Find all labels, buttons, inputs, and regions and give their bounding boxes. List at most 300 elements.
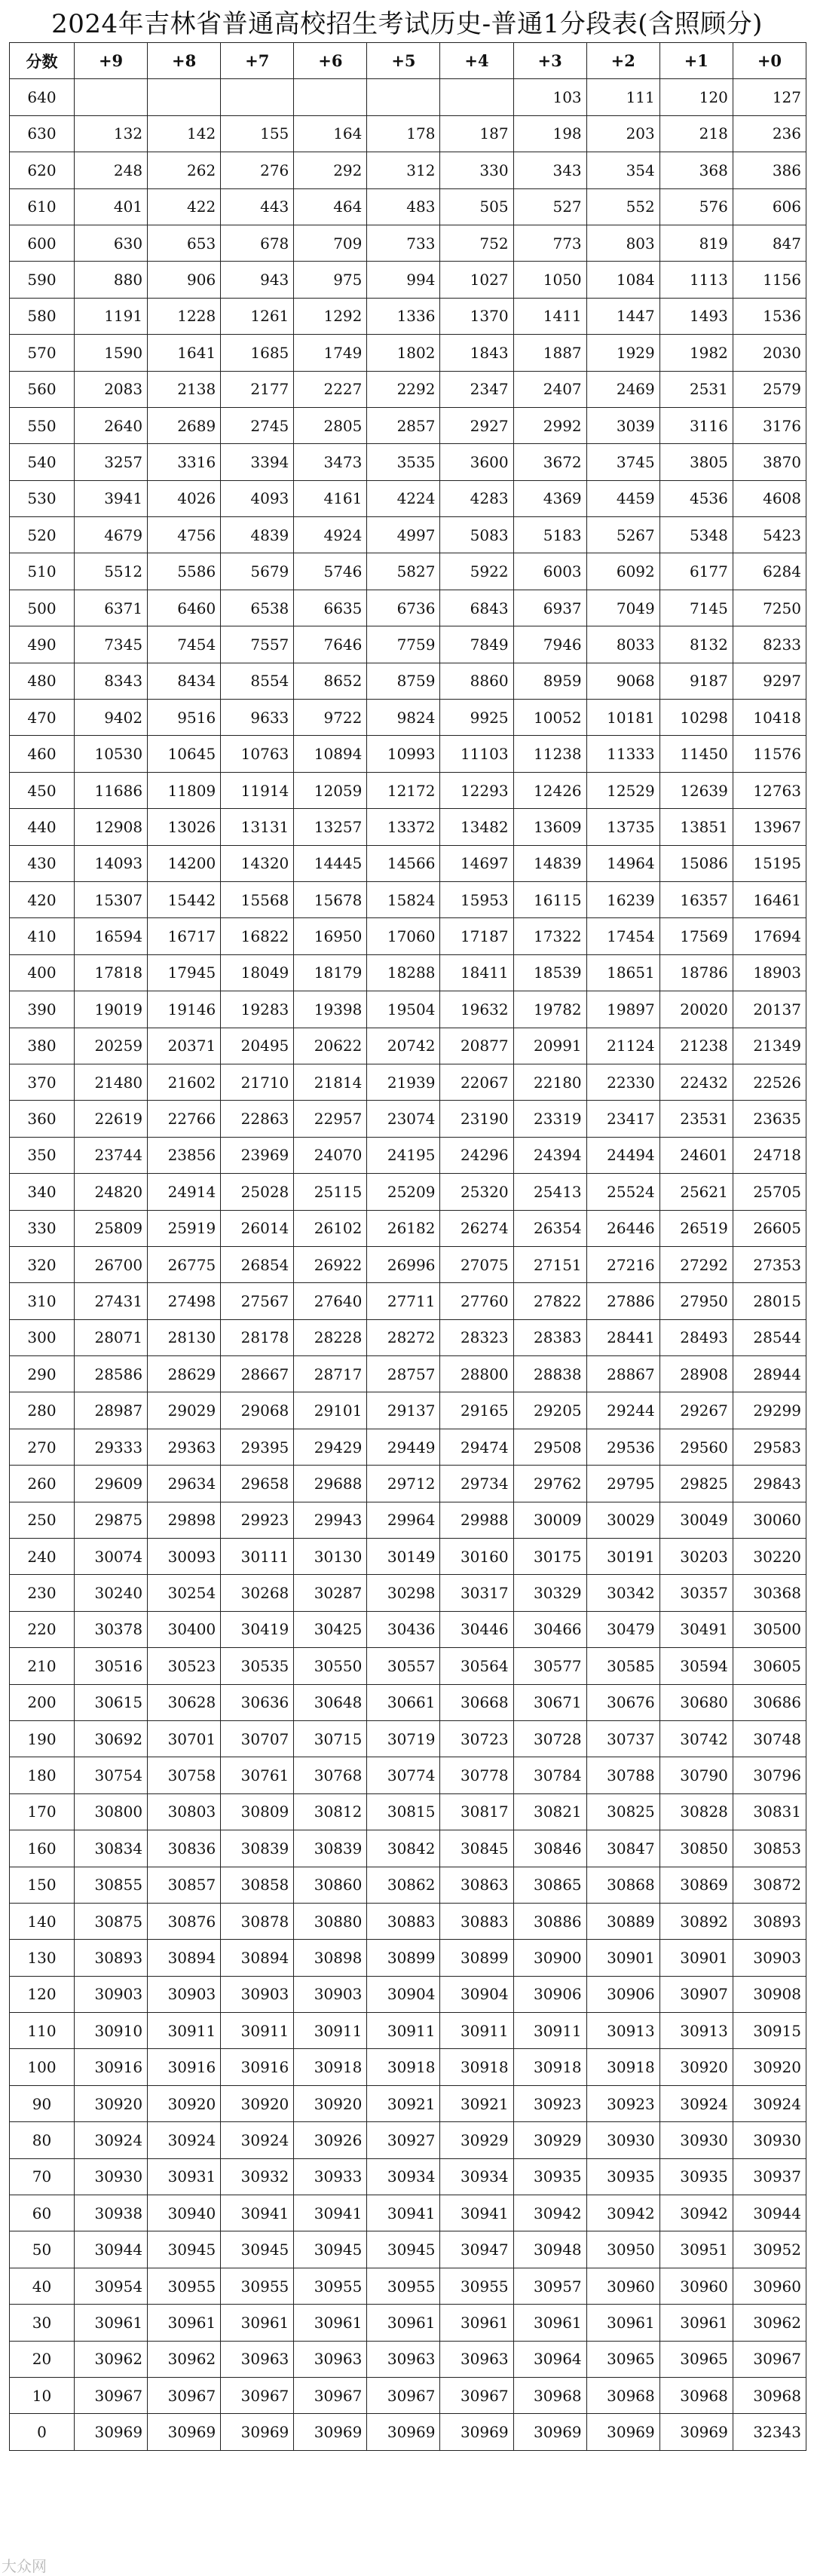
cumulative-count-cell: 30825	[586, 1793, 659, 1830]
cumulative-count-cell: 3870	[733, 444, 806, 480]
cumulative-count-cell: 2531	[659, 371, 733, 407]
cumulative-count-cell: 30883	[367, 1903, 440, 1939]
cumulative-count-cell: 30930	[733, 2122, 806, 2158]
score-cell: 450	[10, 772, 75, 808]
cumulative-count-cell: 29898	[148, 1502, 221, 1538]
cumulative-count-cell: 30957	[513, 2268, 586, 2304]
cumulative-count-cell: 11809	[148, 772, 221, 808]
cumulative-count-cell: 25209	[367, 1174, 440, 1210]
cumulative-count-cell: 24394	[513, 1137, 586, 1173]
cumulative-count-cell: 16239	[586, 881, 659, 917]
cumulative-count-cell: 28667	[221, 1356, 294, 1392]
cumulative-count-cell: 16594	[75, 918, 148, 954]
cumulative-count-cell: 3176	[733, 407, 806, 443]
cumulative-count-cell: 28071	[75, 1319, 148, 1355]
cumulative-count-cell: 30961	[586, 2305, 659, 2341]
cumulative-count-cell: 30796	[733, 1757, 806, 1793]
table-row	[10, 1940, 806, 1976]
cumulative-count-cell: 6736	[367, 590, 440, 626]
cumulative-count-cell: 20495	[221, 1028, 294, 1064]
cumulative-count-cell: 5512	[75, 553, 148, 590]
cumulative-count-cell: 880	[75, 262, 148, 298]
cumulative-count-cell: 30191	[586, 1539, 659, 1575]
cumulative-count-cell: 30961	[659, 2305, 733, 2341]
cumulative-count-cell: 30901	[659, 1940, 733, 1976]
cumulative-count-cell: 28867	[586, 1356, 659, 1392]
table-row	[10, 1575, 806, 1611]
cumulative-count-cell: 30671	[513, 1684, 586, 1720]
score-cell: 280	[10, 1392, 75, 1429]
cumulative-count-cell: 30940	[148, 2195, 221, 2231]
cumulative-count-cell: 30911	[367, 2013, 440, 2049]
cumulative-count-cell: 29165	[440, 1392, 513, 1429]
header-offset: +8	[148, 43, 221, 79]
cumulative-count-cell: 3941	[75, 480, 148, 516]
cumulative-count-cell: 30774	[367, 1757, 440, 1793]
cumulative-count-cell: 30911	[221, 2013, 294, 2049]
cumulative-count-cell: 3672	[513, 444, 586, 480]
score-cell: 380	[10, 1028, 75, 1064]
cumulative-count-cell: 28178	[221, 1319, 294, 1355]
watermark-logo: 大众网	[2, 2557, 47, 2575]
cumulative-count-cell: 30961	[75, 2305, 148, 2341]
cumulative-count-cell: 30831	[733, 1793, 806, 1830]
cumulative-count-cell: 29825	[659, 1466, 733, 1502]
cumulative-count-cell: 30901	[586, 1940, 659, 1976]
cumulative-count-cell: 30800	[75, 1793, 148, 1830]
score-cell: 80	[10, 2122, 75, 2158]
table-row	[10, 1429, 806, 1465]
cumulative-count-cell: 11238	[513, 736, 586, 772]
cumulative-count-cell: 120	[659, 79, 733, 115]
cumulative-count-cell: 30605	[733, 1648, 806, 1684]
cumulative-count-cell: 30707	[221, 1720, 294, 1757]
cumulative-count-cell: 178	[367, 115, 440, 152]
cumulative-count-cell: 29634	[148, 1466, 221, 1502]
cumulative-count-cell: 32343	[733, 2414, 806, 2450]
table-row	[10, 1283, 806, 1319]
cumulative-count-cell: 28757	[367, 1356, 440, 1392]
cumulative-count-cell: 6003	[513, 553, 586, 590]
cumulative-count-cell: 30715	[294, 1720, 367, 1757]
cumulative-count-cell: 709	[294, 225, 367, 261]
cumulative-count-cell	[367, 79, 440, 115]
cumulative-count-cell: 2407	[513, 371, 586, 407]
cumulative-count-cell: 3116	[659, 407, 733, 443]
cumulative-count-cell: 30950	[586, 2231, 659, 2268]
cumulative-count-cell: 16461	[733, 881, 806, 917]
score-cell: 550	[10, 407, 75, 443]
cumulative-count-cell: 30918	[440, 2049, 513, 2085]
cumulative-count-cell: 248	[75, 152, 148, 188]
cumulative-count-cell: 20371	[148, 1028, 221, 1064]
table-row	[10, 736, 806, 772]
cumulative-count-cell: 30929	[440, 2122, 513, 2158]
cumulative-count-cell: 27822	[513, 1283, 586, 1319]
cumulative-count-cell: 30916	[75, 2049, 148, 2085]
table-row	[10, 2049, 806, 2085]
cumulative-count-cell: 30963	[440, 2341, 513, 2377]
cumulative-count-cell: 30160	[440, 1539, 513, 1575]
cumulative-count-cell: 1084	[586, 262, 659, 298]
table-row	[10, 626, 806, 663]
cumulative-count-cell: 1590	[75, 335, 148, 371]
cumulative-count-cell: 30920	[733, 2049, 806, 2085]
cumulative-count-cell: 30876	[148, 1903, 221, 1939]
cumulative-count-cell: 30911	[294, 2013, 367, 2049]
cumulative-count-cell: 30963	[221, 2341, 294, 2377]
cumulative-count-cell: 30930	[75, 2158, 148, 2195]
cumulative-count-cell: 30920	[148, 2085, 221, 2121]
table-row	[10, 2195, 806, 2231]
cumulative-count-cell: 30742	[659, 1720, 733, 1757]
score-cell: 540	[10, 444, 75, 480]
cumulative-count-cell: 6538	[221, 590, 294, 626]
cumulative-count-cell: 30686	[733, 1684, 806, 1720]
cumulative-count-cell: 7454	[148, 626, 221, 663]
table-row	[10, 772, 806, 808]
score-cell: 420	[10, 881, 75, 917]
header-offset: +9	[75, 43, 148, 79]
cumulative-count-cell: 30930	[659, 2122, 733, 2158]
cumulative-count-cell: 28130	[148, 1319, 221, 1355]
cumulative-count-cell: 7759	[367, 626, 440, 663]
cumulative-count-cell: 29658	[221, 1466, 294, 1502]
header-offset: +6	[294, 43, 367, 79]
cumulative-count-cell: 9925	[440, 700, 513, 736]
cumulative-count-cell: 27075	[440, 1246, 513, 1282]
cumulative-count-cell: 21480	[75, 1064, 148, 1100]
table-row	[10, 1101, 806, 1137]
cumulative-count-cell: 26354	[513, 1210, 586, 1246]
cumulative-count-cell: 30923	[513, 2085, 586, 2121]
table-row	[10, 1720, 806, 1757]
cumulative-count-cell: 3257	[75, 444, 148, 480]
cumulative-count-cell: 30692	[75, 1720, 148, 1757]
cumulative-count-cell: 21238	[659, 1028, 733, 1064]
cumulative-count-cell: 30847	[586, 1830, 659, 1867]
cumulative-count-cell: 28441	[586, 1319, 659, 1355]
cumulative-count-cell: 30466	[513, 1611, 586, 1647]
cumulative-count-cell: 16115	[513, 881, 586, 917]
cumulative-count-cell: 9068	[586, 663, 659, 699]
score-cell: 220	[10, 1611, 75, 1647]
cumulative-count-cell: 30945	[367, 2231, 440, 2268]
cumulative-count-cell: 30961	[513, 2305, 586, 2341]
cumulative-count-cell: 25413	[513, 1174, 586, 1210]
cumulative-count-cell: 30903	[221, 1976, 294, 2012]
cumulative-count-cell: 30918	[586, 2049, 659, 2085]
cumulative-count-cell: 29762	[513, 1466, 586, 1502]
cumulative-count-cell: 30594	[659, 1648, 733, 1684]
cumulative-count-cell: 678	[221, 225, 294, 261]
table-row	[10, 1137, 806, 1173]
cumulative-count-cell: 23635	[733, 1101, 806, 1137]
cumulative-count-cell: 30846	[513, 1830, 586, 1867]
cumulative-count-cell: 19504	[367, 991, 440, 1028]
cumulative-count-cell: 30899	[440, 1940, 513, 1976]
cumulative-count-cell: 14445	[294, 845, 367, 881]
cumulative-count-cell: 3745	[586, 444, 659, 480]
cumulative-count-cell: 30737	[586, 1720, 659, 1757]
cumulative-count-cell: 30965	[659, 2341, 733, 2377]
table-row	[10, 1210, 806, 1246]
cumulative-count-cell: 1536	[733, 298, 806, 334]
cumulative-count-cell: 27711	[367, 1283, 440, 1319]
cumulative-count-cell: 30636	[221, 1684, 294, 1720]
cumulative-count-cell: 15086	[659, 845, 733, 881]
cumulative-count-cell: 28987	[75, 1392, 148, 1429]
cumulative-count-cell: 7049	[586, 590, 659, 626]
cumulative-count-cell: 30935	[659, 2158, 733, 2195]
cumulative-count-cell	[294, 79, 367, 115]
cumulative-count-cell: 30955	[367, 2268, 440, 2304]
cumulative-count-cell: 23744	[75, 1137, 148, 1173]
cumulative-count-cell: 9516	[148, 700, 221, 736]
cumulative-count-cell: 30754	[75, 1757, 148, 1793]
table-row	[10, 79, 806, 115]
cumulative-count-cell: 30944	[733, 2195, 806, 2231]
cumulative-count-cell: 26854	[221, 1246, 294, 1282]
cumulative-count-cell: 30500	[733, 1611, 806, 1647]
cumulative-count-cell: 30945	[221, 2231, 294, 2268]
cumulative-count-cell: 6177	[659, 553, 733, 590]
cumulative-count-cell: 22863	[221, 1101, 294, 1137]
cumulative-count-cell: 30930	[586, 2122, 659, 2158]
cumulative-count-cell: 13131	[221, 809, 294, 845]
table-row	[10, 115, 806, 152]
cumulative-count-cell: 28944	[733, 1356, 806, 1392]
cumulative-count-cell: 2030	[733, 335, 806, 371]
cumulative-count-cell: 16822	[221, 918, 294, 954]
cumulative-count-cell: 2579	[733, 371, 806, 407]
cumulative-count-cell: 3805	[659, 444, 733, 480]
cumulative-count-cell: 155	[221, 115, 294, 152]
cumulative-count-cell: 30812	[294, 1793, 367, 1830]
cumulative-count-cell: 30378	[75, 1611, 148, 1647]
cumulative-count-cell: 30203	[659, 1539, 733, 1575]
cumulative-count-cell: 15953	[440, 881, 513, 917]
cumulative-count-cell: 30963	[294, 2341, 367, 2377]
cumulative-count-cell: 17818	[75, 954, 148, 991]
cumulative-count-cell: 29068	[221, 1392, 294, 1429]
table-row	[10, 444, 806, 480]
table-row	[10, 1356, 806, 1392]
cumulative-count-cell: 30968	[733, 2378, 806, 2414]
cumulative-count-cell: 18049	[221, 954, 294, 991]
cumulative-count-cell: 23417	[586, 1101, 659, 1137]
cumulative-count-cell: 30941	[367, 2195, 440, 2231]
cumulative-count-cell: 30768	[294, 1757, 367, 1793]
cumulative-count-cell: 29474	[440, 1429, 513, 1465]
score-cell: 100	[10, 2049, 75, 2085]
table-row	[10, 188, 806, 225]
cumulative-count-cell: 4026	[148, 480, 221, 516]
cumulative-count-cell: 653	[148, 225, 221, 261]
cumulative-count-cell: 30903	[733, 1940, 806, 1976]
cumulative-count-cell: 20991	[513, 1028, 586, 1064]
cumulative-count-cell: 8033	[586, 626, 659, 663]
cumulative-count-cell: 30906	[513, 1976, 586, 2012]
cumulative-count-cell: 30615	[75, 1684, 148, 1720]
cumulative-count-cell: 30865	[513, 1867, 586, 1903]
score-cell: 640	[10, 79, 75, 115]
cumulative-count-cell: 10763	[221, 736, 294, 772]
cumulative-count-cell: 1447	[586, 298, 659, 334]
cumulative-count-cell: 29923	[221, 1502, 294, 1538]
cumulative-count-cell: 7345	[75, 626, 148, 663]
cumulative-count-cell: 142	[148, 115, 221, 152]
cumulative-count-cell: 5423	[733, 517, 806, 553]
cumulative-count-cell: 12639	[659, 772, 733, 808]
cumulative-count-cell: 30853	[733, 1830, 806, 1867]
score-cell: 60	[10, 2195, 75, 2231]
cumulative-count-cell: 28717	[294, 1356, 367, 1392]
cumulative-count-cell: 25115	[294, 1174, 367, 1210]
cumulative-count-cell: 30809	[221, 1793, 294, 1830]
cumulative-count-cell: 27216	[586, 1246, 659, 1282]
cumulative-count-cell: 30915	[733, 2013, 806, 2049]
cumulative-count-cell: 14964	[586, 845, 659, 881]
table-row	[10, 1466, 806, 1502]
cumulative-count-cell: 2469	[586, 371, 659, 407]
cumulative-count-cell: 30941	[221, 2195, 294, 2231]
table-row	[10, 2122, 806, 2158]
cumulative-count-cell: 9402	[75, 700, 148, 736]
cumulative-count-cell: 14566	[367, 845, 440, 881]
score-cell: 350	[10, 1137, 75, 1173]
cumulative-count-cell: 30878	[221, 1903, 294, 1939]
score-cell: 440	[10, 809, 75, 845]
cumulative-count-cell: 14697	[440, 845, 513, 881]
cumulative-count-cell: 11576	[733, 736, 806, 772]
cumulative-count-cell: 443	[221, 188, 294, 225]
cumulative-count-cell: 30060	[733, 1502, 806, 1538]
score-cell: 490	[10, 626, 75, 663]
cumulative-count-cell: 25320	[440, 1174, 513, 1210]
cumulative-count-cell	[148, 79, 221, 115]
score-cell: 390	[10, 991, 75, 1028]
cumulative-count-cell: 4224	[367, 480, 440, 516]
cumulative-count-cell: 30942	[586, 2195, 659, 2231]
cumulative-count-cell: 8860	[440, 663, 513, 699]
cumulative-count-cell: 30815	[367, 1793, 440, 1830]
score-cell: 0	[10, 2414, 75, 2450]
cumulative-count-cell: 18786	[659, 954, 733, 991]
cumulative-count-cell: 30945	[294, 2231, 367, 2268]
cumulative-count-cell: 30969	[294, 2414, 367, 2450]
cumulative-count-cell: 30961	[221, 2305, 294, 2341]
table-row	[10, 1684, 806, 1720]
header-offset: +1	[659, 43, 733, 79]
table-row	[10, 809, 806, 845]
cumulative-count-cell: 30964	[513, 2341, 586, 2377]
cumulative-count-cell: 30942	[659, 2195, 733, 2231]
cumulative-count-cell: 21710	[221, 1064, 294, 1100]
score-cell: 160	[10, 1830, 75, 1867]
cumulative-count-cell: 30920	[75, 2085, 148, 2121]
cumulative-count-cell: 13482	[440, 809, 513, 845]
cumulative-count-cell: 20622	[294, 1028, 367, 1064]
score-cell: 200	[10, 1684, 75, 1720]
cumulative-count-cell: 30923	[586, 2085, 659, 2121]
cumulative-count-cell: 22330	[586, 1064, 659, 1100]
cumulative-count-cell: 30585	[586, 1648, 659, 1684]
cumulative-count-cell: 30903	[75, 1976, 148, 2012]
cumulative-count-cell: 30535	[221, 1648, 294, 1684]
table-row	[10, 1246, 806, 1282]
score-cell: 10	[10, 2378, 75, 2414]
score-cell: 410	[10, 918, 75, 954]
cumulative-count-cell: 4997	[367, 517, 440, 553]
cumulative-count-cell: 30934	[440, 2158, 513, 2195]
cumulative-count-cell: 276	[221, 152, 294, 188]
table-row	[10, 1648, 806, 1684]
cumulative-count-cell: 13851	[659, 809, 733, 845]
score-cell: 90	[10, 2085, 75, 2121]
score-cell: 70	[10, 2158, 75, 2195]
header-offset: +4	[440, 43, 513, 79]
cumulative-count-cell: 483	[367, 188, 440, 225]
cumulative-count-cell: 22067	[440, 1064, 513, 1100]
cumulative-count-cell: 9187	[659, 663, 733, 699]
cumulative-count-cell: 26519	[659, 1210, 733, 1246]
cumulative-count-cell: 30175	[513, 1539, 586, 1575]
cumulative-count-cell: 15195	[733, 845, 806, 881]
cumulative-count-cell: 5827	[367, 553, 440, 590]
cumulative-count-cell: 7946	[513, 626, 586, 663]
cumulative-count-cell: 5922	[440, 553, 513, 590]
cumulative-count-cell: 12293	[440, 772, 513, 808]
cumulative-count-cell: 29988	[440, 1502, 513, 1538]
score-cell: 110	[10, 2013, 75, 2049]
cumulative-count-cell: 14320	[221, 845, 294, 881]
score-cell: 620	[10, 152, 75, 188]
cumulative-count-cell: 30858	[221, 1867, 294, 1903]
cumulative-count-cell: 30893	[733, 1903, 806, 1939]
table-row	[10, 1830, 806, 1867]
cumulative-count-cell: 30961	[294, 2305, 367, 2341]
score-cell: 180	[10, 1757, 75, 1793]
cumulative-count-cell: 1887	[513, 335, 586, 371]
cumulative-count-cell: 19019	[75, 991, 148, 1028]
cumulative-count-cell: 1929	[586, 335, 659, 371]
cumulative-count-cell: 30924	[221, 2122, 294, 2158]
cumulative-count-cell: 29429	[294, 1429, 367, 1465]
cumulative-count-cell: 262	[148, 152, 221, 188]
cumulative-count-cell: 26700	[75, 1246, 148, 1282]
cumulative-count-cell: 312	[367, 152, 440, 188]
cumulative-count-cell: 24070	[294, 1137, 367, 1173]
cumulative-count-cell: 30911	[148, 2013, 221, 2049]
cumulative-count-cell: 25524	[586, 1174, 659, 1210]
cumulative-count-cell: 4283	[440, 480, 513, 516]
cumulative-count-cell: 30368	[733, 1575, 806, 1611]
table-row	[10, 298, 806, 334]
cumulative-count-cell: 6843	[440, 590, 513, 626]
cumulative-count-cell: 4093	[221, 480, 294, 516]
cumulative-count-cell: 29609	[75, 1466, 148, 1502]
cumulative-count-cell: 733	[367, 225, 440, 261]
cumulative-count-cell: 13735	[586, 809, 659, 845]
cumulative-count-cell: 15824	[367, 881, 440, 917]
cumulative-count-cell: 30149	[367, 1539, 440, 1575]
cumulative-count-cell: 30834	[75, 1830, 148, 1867]
table-row	[10, 700, 806, 736]
cumulative-count-cell: 30921	[440, 2085, 513, 2121]
cumulative-count-cell: 30240	[75, 1575, 148, 1611]
cumulative-count-cell: 6092	[586, 553, 659, 590]
